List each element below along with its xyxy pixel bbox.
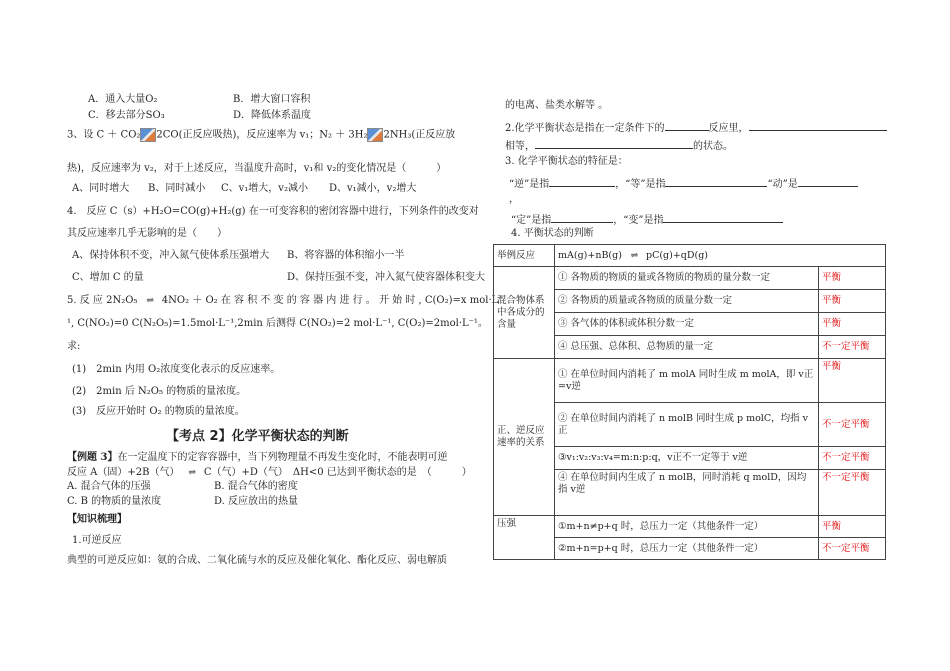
q4-line-2: 其反应速率几乎无影响的是（ ） bbox=[67, 228, 227, 239]
feature-deng-label: ，“等”是指 bbox=[615, 179, 666, 190]
blank-line bbox=[535, 138, 693, 149]
example-3-option-b: B. 混合气体的密度 bbox=[214, 481, 298, 492]
condition-cell: ③v₁:v₂:v₃:v₄=m:n:p:q，v正不一定等于 v逆 bbox=[555, 447, 819, 470]
features-comma: ， bbox=[509, 194, 519, 205]
example-3-text-a: 反应 A（固）+2B（气） bbox=[67, 467, 180, 478]
result-cell: 平衡 bbox=[819, 290, 886, 313]
example-3-option-a: A. 混合气体的压强 bbox=[67, 481, 151, 492]
right-line-2 bbox=[505, 120, 887, 135]
q2-option-b: B．增大窗口容积 bbox=[233, 94, 311, 105]
result-cell: 平衡 bbox=[819, 516, 886, 538]
q3-option-b: B、同时减小 bbox=[148, 183, 206, 194]
q3-option-a: A、同时增大 bbox=[72, 183, 130, 194]
knowledge-heading: 【知识梳理】 bbox=[67, 514, 127, 525]
feature-ni-label: “逆”是指 bbox=[509, 179, 550, 190]
result-cell: 平衡 bbox=[819, 313, 886, 336]
example-3-label: 【例题 3】 bbox=[67, 452, 118, 463]
equilibrium-definition-text-c: 相等， bbox=[505, 141, 535, 152]
q3-text-b: 2CO(正反应吸热)，反应速率为 v₁；N₂ ＋ 3H₂ bbox=[156, 129, 368, 141]
q2-option-a: A．通入大量O₂ bbox=[88, 94, 158, 105]
condition-cell: ① 各物质的物质的量或各物质的物质的量分数一定 bbox=[555, 267, 819, 290]
q5-line-3: 求: bbox=[67, 341, 81, 352]
result-cell: 不一定平衡 bbox=[819, 336, 886, 359]
result-cell: 不一定平衡 bbox=[819, 538, 886, 560]
blank-line bbox=[665, 120, 709, 131]
q4-option-d: D、保持压强不变，冲入氮气使容器体积变大 bbox=[287, 272, 486, 283]
equilibrium-definition-text: 2.化学平衡状态是指在一定条件下的 bbox=[505, 123, 665, 134]
q4-option-a: A、保持体积不变，冲入氮气使体系压强增大 bbox=[72, 250, 270, 261]
condition-cell: ① 在单位时间内消耗了 m molA 同时生成 m molA，即 v正=v逆 bbox=[555, 359, 819, 403]
q2-option-c: C．移去部分SO₃ bbox=[88, 110, 165, 121]
condition-cell: ③ 各气体的体积或体积分数一定 bbox=[555, 313, 819, 336]
reversible-arrow-icon: ⇌ bbox=[188, 468, 195, 478]
table-header-row bbox=[494, 245, 886, 267]
q5-line-1 bbox=[67, 295, 504, 307]
q4-option-c: C、增加 C 的量 bbox=[72, 272, 144, 283]
q3-option-c: C、v₁增大，v₂减小 bbox=[221, 183, 308, 194]
condition-cell: ② 各物质的质量或各物质的质量分数一定 bbox=[555, 290, 819, 313]
feature-dong-label: “动”是 bbox=[767, 179, 798, 190]
category-content: 混合物体系中各成分的含量 bbox=[494, 267, 555, 359]
equilibrium-definition-text-b: 反应里， bbox=[708, 123, 749, 134]
feature-ding-label: “定”是指 bbox=[511, 215, 552, 226]
equation-right: pC(g)+qD(g) bbox=[645, 249, 708, 261]
right-line-3 bbox=[505, 138, 733, 153]
right-line-4: 3. 化学平衡状态的特征是： bbox=[505, 156, 628, 167]
q2-option-d: D．降低体系温度 bbox=[233, 110, 312, 121]
result-cell: 平衡 bbox=[819, 359, 886, 403]
q5-sub-3: (3) 反应开始时 O₂ 的物质的量浓度。 bbox=[72, 406, 245, 417]
example-3-option-d: D. 反应放出的热量 bbox=[214, 496, 299, 507]
table-header-equation bbox=[555, 245, 886, 267]
blank-line bbox=[663, 212, 783, 223]
q3-line-1 bbox=[67, 128, 455, 142]
table-header-label: 举例反应 bbox=[494, 245, 555, 267]
condition-cell: ①m+n≠p+q 时，总压力一定（其他条件一定） bbox=[555, 516, 819, 538]
example-3-line-1 bbox=[67, 452, 447, 464]
category-pressure: 压强 bbox=[494, 516, 555, 560]
result-cell: 平衡 bbox=[819, 267, 886, 290]
q5-text-a: 5. 反 应 2N₂O₅ bbox=[67, 295, 138, 306]
q4-option-b: B、将容器的体积缩小一半 bbox=[287, 250, 405, 261]
example-3-line-2 bbox=[67, 467, 472, 479]
features-line-1 bbox=[509, 176, 858, 191]
right-line-6: 4. 平衡状态的判断 bbox=[511, 228, 594, 239]
condition-cell: ②m+n=p+q 时，总压力一定（其他条件一定） bbox=[555, 538, 819, 560]
blank-line bbox=[551, 212, 613, 223]
blank-line bbox=[665, 176, 767, 187]
table-row bbox=[494, 359, 886, 403]
features-line-2 bbox=[511, 212, 783, 227]
q3-text-c: 2NH₃(正反应放 bbox=[383, 129, 456, 141]
condition-cell: ④ 在单位时间内生成了 n molB，同时消耗 q molD，因均指 v逆 bbox=[555, 470, 819, 516]
q5-line-2: ¹, C(NO₂)=0 C(N₂O₅)=1.5mol·L⁻¹,2min 后测得 C(NO₂)=2 mol·L⁻¹, C(O₂)=2mol·L⁻¹。 bbox=[67, 318, 488, 329]
q4-line-1: 4. 反应 C（s）+H₂O=CO(g)+H₂(g) 在一可变容积的密闭容器中进行，下列条件的改变对 bbox=[67, 206, 479, 217]
condition-cell: ② 在单位时间内消耗了 n molB 同时生成 p molC，均指 v正 bbox=[555, 403, 819, 447]
example-3-text: 在一定温度下的定容容器中，当下列物理量不再发生变化时，不能表明可逆 bbox=[117, 452, 448, 463]
table-row bbox=[494, 516, 886, 538]
reversible-arrow-icon: ⇌ bbox=[630, 250, 638, 261]
table-row bbox=[494, 267, 886, 290]
q3-option-d: D、v₁减小，v₂增大 bbox=[329, 183, 417, 194]
result-cell: 不一定平衡 bbox=[819, 403, 886, 447]
q5-text-b: 4NO₂ ＋ O₂ 在 容 积 不 变 的 容 器 内 进 行 。 开 始 时 , C(O₂)=x mol·L⁻ bbox=[161, 295, 504, 306]
equation-left: mA(g)+nB(g) bbox=[558, 249, 622, 261]
equilibrium-definition-text-d: 的状态。 bbox=[693, 141, 733, 152]
q3-text-a: 3、设 C ＋ CO₂ bbox=[67, 129, 141, 141]
q3-line-2: 热)，反应速率为 v₂，对于上述反应，当温度升高时，v₁和 v₂的变化情况是（ ） bbox=[67, 163, 447, 174]
q5-sub-1: (1) 2min 内用 O₂浓度变化表示的反应速率。 bbox=[72, 364, 281, 375]
knowledge-item-1: 1.可逆反应 bbox=[72, 535, 122, 546]
blank-line bbox=[798, 176, 858, 187]
condition-cell: ④ 总压强、总体积、总物质的量一定 bbox=[555, 336, 819, 359]
reversible-arrow-image-icon bbox=[367, 128, 383, 142]
category-rate: 正、逆反应速率的关系 bbox=[494, 359, 555, 516]
section-heading: 【考点 2】化学平衡状态的判断 bbox=[166, 429, 349, 444]
right-line-1: 的电离、盐类水解等 。 bbox=[505, 100, 609, 111]
q5-sub-2: (2) 2min 后 N₂O₅ 的物质的量浓度。 bbox=[72, 386, 247, 397]
result-cell: 不一定平衡 bbox=[819, 470, 886, 516]
example-3-option-c: C. B 的物质的量浓度 bbox=[67, 496, 162, 507]
blank-line bbox=[749, 120, 887, 131]
equilibrium-judgement-table bbox=[493, 244, 886, 560]
blank-line bbox=[549, 176, 615, 187]
result-cell: 不一定平衡 bbox=[819, 447, 886, 470]
feature-bian-label: ，“变”是指 bbox=[613, 215, 664, 226]
reversible-arrow-icon: ⇌ bbox=[146, 296, 153, 306]
example-3-text-b: C（气）+D（气） ΔH<0 已达到平衡状态的是 （ ） bbox=[203, 467, 472, 478]
knowledge-typical: 典型的可逆反应如：氨的合成、二氧化硫与水的反应及催化氧化、酯化反应、弱电解质 bbox=[67, 555, 447, 566]
reversible-arrow-image-icon bbox=[140, 128, 156, 142]
